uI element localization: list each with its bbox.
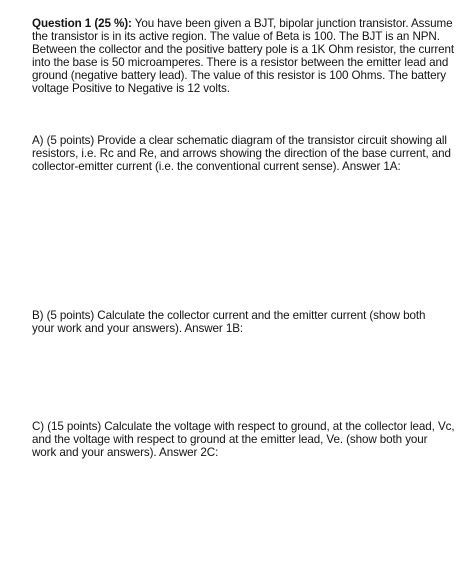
part-c-text [32,419,455,459]
part-a-text [32,133,451,173]
part-a-line: collector-emitter current (i.e. the conventional current sense). Answer 1A: [32,159,401,173]
question-1-text [32,16,455,95]
question-line: into the base is 50 microamperes. There is a resistor between the emitter lead and [32,55,449,69]
part-a-line: A) (5 points) Provide a clear schematic diagram of the transistor circuit showing all [32,133,447,147]
part-b-text [32,309,444,335]
part-c-line: and the voltage with respect to ground at the emitter lead, Ve. (show both your [32,432,428,446]
part-c-line: work and your answers). Answer 2C: [32,445,219,459]
part-b-line: your work and your answers). Answer 1B: [32,321,244,335]
question-line: Between the collector and the positive battery pole is a 1K Ohm resistor, the current [32,42,455,56]
part-c-line: C) (15 points) Calculate the voltage with respect to ground, at the collector lead, Vc, [32,419,455,433]
part-b-line: B) (5 points) Calculate the collector current and the emitter current (show both [32,308,426,322]
question-heading: Question 1 (25 %): [32,16,132,30]
part-a-line: resistors, i.e. Rc and Re, and arrows showing the direction of the base current, and [32,146,451,160]
question-line-rest: You have been given a BJT, bipolar junction transistor. Assume [131,16,453,30]
question-line: voltage Positive to Negative is 12 volts. [32,81,230,95]
question-line: ground (negative battery lead). The value of this resistor is 100 Ohms. The battery [32,68,447,82]
question-line: the transistor is in its active region. The value of Beta is 100. The BJT is an NPN. [32,29,440,43]
